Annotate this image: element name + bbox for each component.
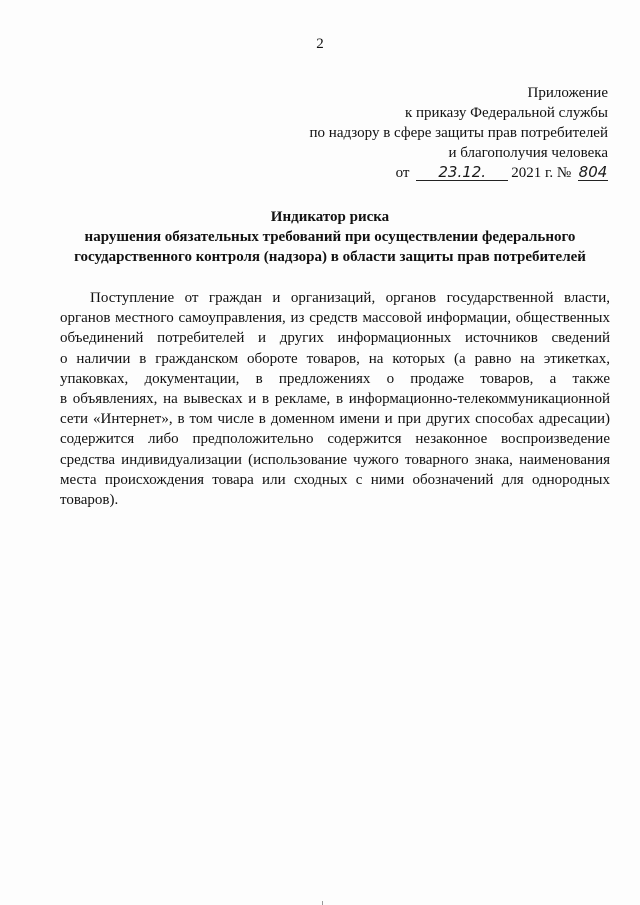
title-line-1: Индикатор риска [270, 209, 390, 225]
body-line: о наличии в гражданском обороте товаров, на которых (а равно на этикетках, [60, 350, 610, 367]
body-line: содержится либо предположительно содержится незаконное воспроизведение [60, 431, 610, 448]
appendix-order-ref: к приказу Федеральной службы [404, 105, 608, 121]
scan-edge-mark [322, 901, 323, 905]
body-line: органов местного самоуправления, из средств массовой информации, общественных [60, 310, 610, 327]
appendix-label: Приложение [527, 85, 608, 101]
body-line: объединений потребителей и других информационных источников сведений [60, 330, 610, 347]
handwritten-order-number: 804 [578, 163, 608, 181]
appendix-service-line: по надзору в сфере защиты прав потребителей [309, 125, 608, 141]
order-date-line [248, 163, 608, 183]
title-line-2: нарушения обязательных требований при осуществлении федерального [84, 229, 576, 245]
body-line: товаров). [60, 491, 119, 508]
body-line: в объявлениях, на вывесках и в рекламе, в информационно-телекоммуникационной [60, 390, 610, 407]
body-line: сети «Интернет», в том числе в доменном имени и при других способах адресации) [60, 411, 610, 428]
date-prefix: от [395, 165, 410, 181]
title-line-3: государственного контроля (надзора) в области защиты прав потребителей [74, 249, 586, 265]
body-line: упаковках, документации, в предложениях о продаже товаров, а также [60, 370, 610, 387]
page-number: 2 [316, 36, 324, 52]
body-line: средства индивидуализации (использование чужого товарного знака, наименования [60, 451, 610, 468]
handwritten-date: 23.12. [416, 164, 508, 181]
document-title [40, 207, 620, 267]
year-and-number-label: 2021 г. № [511, 165, 572, 181]
appendix-service-line-2: и благополучия человека [448, 145, 608, 161]
appendix-header [248, 83, 608, 183]
body-line: места происхождения товара или сходных с ними обозначений для однородных [60, 471, 610, 488]
body-paragraph [60, 288, 610, 510]
body-line: Поступление от граждан и организаций, органов государственной власти, [90, 290, 610, 306]
